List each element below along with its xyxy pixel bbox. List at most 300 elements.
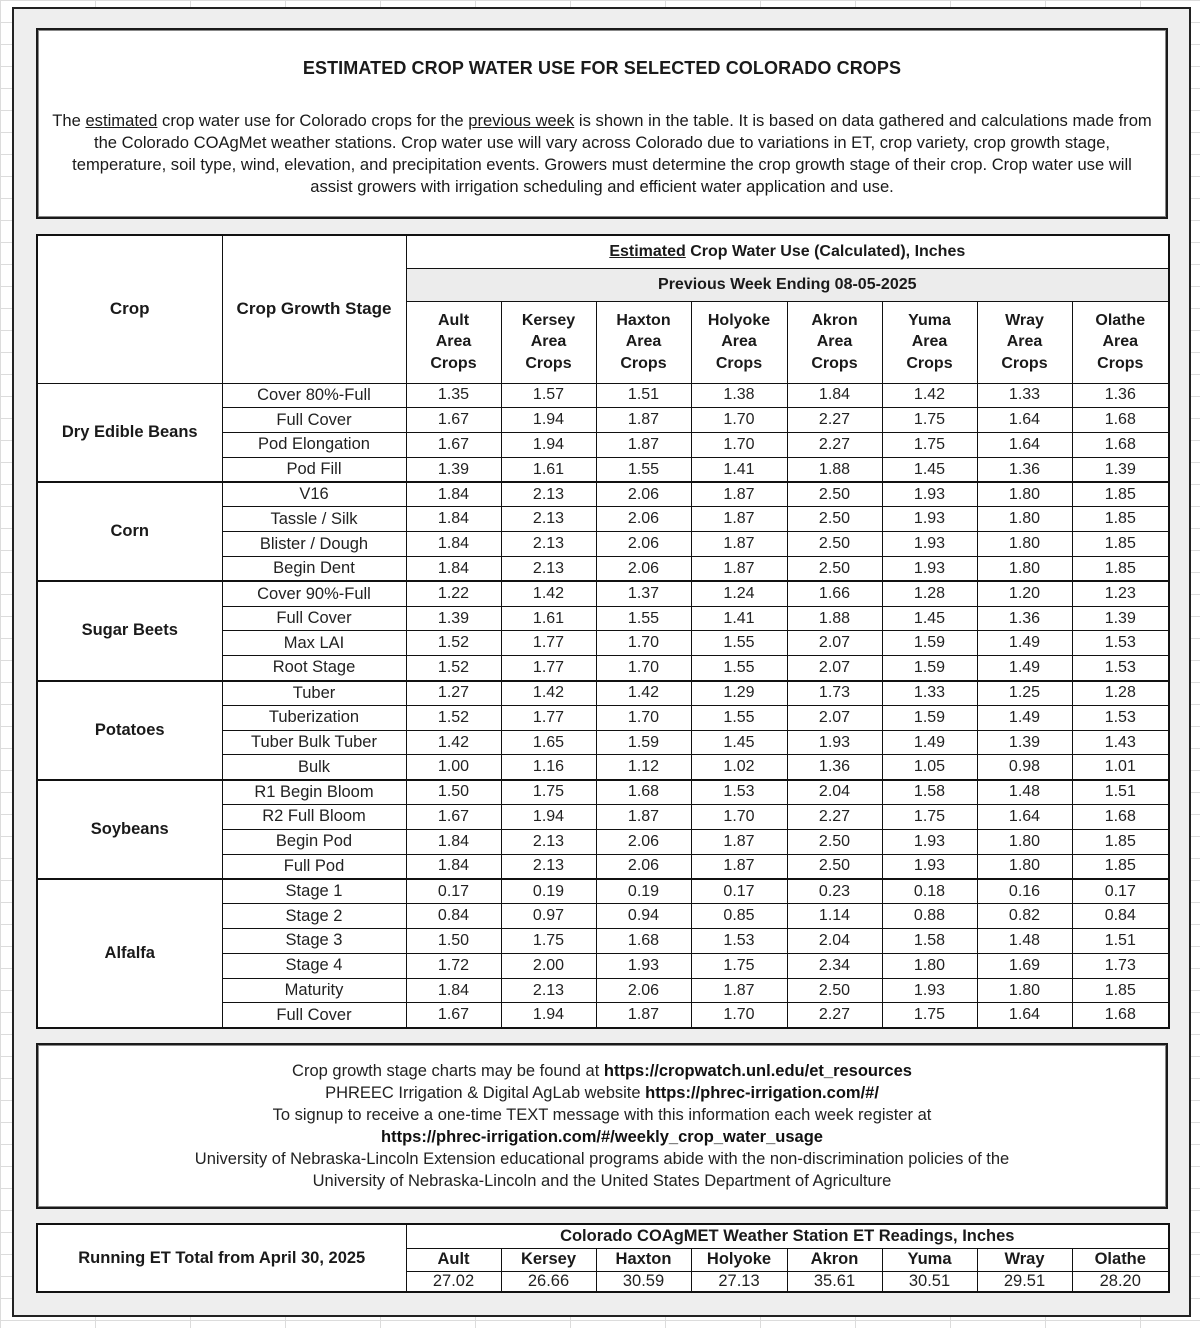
growth-stage-cell: R2 Full Bloom	[222, 805, 406, 830]
station-sub-crops: Crops	[1097, 354, 1144, 372]
water-use-value-cell: 2.27	[787, 408, 882, 433]
water-use-value-cell: 1.20	[977, 581, 1072, 606]
water-use-value-cell: 0.88	[882, 904, 977, 929]
table-row	[37, 581, 1169, 606]
water-use-value-cell: 1.80	[977, 978, 1072, 1003]
header-estimated-water-use	[406, 235, 1169, 268]
water-use-value-cell: 2.50	[787, 532, 882, 557]
station-sub-area: Area	[911, 333, 948, 351]
et-value-cell: 27.13	[691, 1271, 787, 1292]
water-use-value-cell: 1.80	[977, 854, 1072, 879]
growth-stage-cell: Stage 4	[222, 953, 406, 978]
water-use-value-cell: 1.80	[977, 532, 1072, 557]
growth-stage-cell: Tuberization	[222, 705, 406, 730]
water-use-value-cell: 1.53	[691, 929, 787, 954]
water-use-value-cell: 2.06	[596, 829, 691, 854]
water-use-value-cell: 1.53	[1072, 656, 1169, 681]
water-use-value-cell: 1.00	[406, 755, 501, 780]
water-use-value-cell: 1.67	[406, 1003, 501, 1028]
water-use-value-cell: 1.67	[406, 408, 501, 433]
water-use-value-cell: 1.75	[691, 953, 787, 978]
growth-stage-cell: Bulk	[222, 755, 406, 780]
water-use-value-cell: 1.75	[882, 1003, 977, 1028]
water-use-value-cell: 1.39	[1072, 606, 1169, 631]
water-use-value-cell: 2.13	[501, 532, 596, 557]
water-use-value-cell: 1.55	[596, 457, 691, 482]
water-use-value-cell: 0.17	[406, 879, 501, 904]
water-use-value-cell: 2.13	[501, 978, 596, 1003]
water-use-value-cell: 1.43	[1072, 730, 1169, 755]
growth-stage-cell: Pod Elongation	[222, 433, 406, 458]
water-use-value-cell: 0.16	[977, 879, 1072, 904]
intro-underlined-previous-week: previous week	[468, 111, 575, 130]
water-use-value-cell: 1.87	[691, 978, 787, 1003]
header-estimated-rest: Crop Water Use (Calculated), Inches	[685, 242, 966, 260]
water-use-value-cell: 1.87	[596, 805, 691, 830]
et-station-name: Wray	[977, 1248, 1072, 1271]
station-name: Wray	[1005, 311, 1044, 329]
water-use-value-cell: 2.06	[596, 978, 691, 1003]
water-use-value-cell: 0.17	[1072, 879, 1169, 904]
water-use-value-cell: 1.35	[406, 383, 501, 408]
water-use-value-cell: 1.85	[1072, 854, 1169, 879]
station-header-akron	[787, 301, 882, 383]
station-name: Akron	[811, 311, 858, 329]
water-use-value-cell: 1.36	[787, 755, 882, 780]
growth-stage-cell: Full Pod	[222, 854, 406, 879]
station-sub-crops: Crops	[525, 354, 572, 372]
water-use-value-cell: 2.04	[787, 780, 882, 805]
water-use-value-cell: 1.59	[882, 656, 977, 681]
station-sub-crops: Crops	[715, 354, 763, 372]
growth-stage-cell: Begin Pod	[222, 829, 406, 854]
growth-stage-cell: Full Cover	[222, 606, 406, 631]
water-use-value-cell: 1.45	[882, 457, 977, 482]
water-use-value-cell: 1.93	[882, 978, 977, 1003]
water-use-value-cell: 2.50	[787, 507, 882, 532]
phrec-website-link[interactable]: https://phrec-irrigation.com/#/	[645, 1084, 879, 1102]
water-use-value-cell: 1.61	[501, 457, 596, 482]
water-use-value-cell: 1.38	[691, 383, 787, 408]
water-use-value-cell: 1.39	[406, 606, 501, 631]
water-use-value-cell: 1.52	[406, 705, 501, 730]
water-use-value-cell: 0.19	[596, 879, 691, 904]
growth-stage-cell: Tuber Bulk Tuber	[222, 730, 406, 755]
et-station-name: Yuma	[882, 1248, 977, 1271]
water-use-value-cell: 1.25	[977, 681, 1072, 706]
water-use-value-cell: 1.61	[501, 606, 596, 631]
water-use-value-cell: 1.77	[501, 631, 596, 656]
station-sub-area: Area	[435, 333, 472, 351]
water-use-value-cell: 1.77	[501, 656, 596, 681]
water-use-value-cell: 0.17	[691, 879, 787, 904]
station-name: Ault	[437, 311, 470, 329]
et-value-cell: 35.61	[787, 1271, 882, 1292]
water-use-value-cell: 1.75	[882, 805, 977, 830]
water-use-value-cell: 1.22	[406, 581, 501, 606]
station-sub-area: Area	[625, 333, 662, 351]
water-use-value-cell: 1.49	[882, 730, 977, 755]
et-station-name: Ault	[406, 1248, 501, 1271]
table-row	[37, 879, 1169, 904]
water-use-value-cell: 1.28	[1072, 681, 1169, 706]
water-use-value-cell: 1.72	[406, 953, 501, 978]
water-use-value-cell: 1.59	[882, 705, 977, 730]
water-use-value-cell: 1.49	[977, 631, 1072, 656]
station-name: Kersey	[521, 311, 576, 329]
et-station-name: Haxton	[596, 1248, 691, 1271]
station-header-holyoke	[691, 301, 787, 383]
water-use-value-cell: 1.53	[1072, 705, 1169, 730]
table-row	[37, 780, 1169, 805]
et-value-cell: 28.20	[1072, 1271, 1169, 1292]
intro-paragraph	[52, 110, 1152, 198]
water-use-value-cell: 1.36	[977, 457, 1072, 482]
water-use-value-cell: 2.06	[596, 532, 691, 557]
station-header-olathe	[1072, 301, 1169, 383]
water-use-value-cell: 1.45	[882, 606, 977, 631]
water-use-value-cell: 1.39	[977, 730, 1072, 755]
crop-name-cell: Corn	[37, 482, 222, 581]
et-value-cell: 26.66	[501, 1271, 596, 1292]
station-sub-crops: Crops	[430, 354, 477, 372]
water-use-value-cell: 1.59	[882, 631, 977, 656]
water-use-value-cell: 2.50	[787, 557, 882, 582]
crop-water-use-table	[36, 234, 1170, 1029]
water-use-value-cell: 1.48	[977, 780, 1072, 805]
water-use-value-cell: 1.75	[882, 408, 977, 433]
weekly-signup-link[interactable]: https://phrec-irrigation.com/#/weekly_crop_water_usage	[381, 1128, 823, 1146]
water-use-value-cell: 1.85	[1072, 532, 1169, 557]
column-header-crop: Crop	[37, 235, 222, 383]
et-value-cell: 30.59	[596, 1271, 691, 1292]
water-use-value-cell: 1.87	[691, 557, 787, 582]
running-et-table	[36, 1223, 1170, 1293]
station-sub-crops: Crops	[811, 354, 858, 372]
water-use-value-cell: 0.98	[977, 755, 1072, 780]
water-use-value-cell: 1.84	[406, 557, 501, 582]
water-use-value-cell: 1.88	[787, 457, 882, 482]
water-use-value-cell: 1.67	[406, 805, 501, 830]
growth-stage-cell: Max LAI	[222, 631, 406, 656]
growth-stage-cell: R1 Begin Bloom	[222, 780, 406, 805]
water-use-value-cell: 1.53	[1072, 631, 1169, 656]
water-use-value-cell: 2.27	[787, 433, 882, 458]
growth-stage-cell: Maturity	[222, 978, 406, 1003]
water-use-value-cell: 2.50	[787, 482, 882, 507]
water-use-value-cell: 1.36	[1072, 383, 1169, 408]
station-sub-crops: Crops	[620, 354, 667, 372]
water-use-value-cell: 1.93	[882, 532, 977, 557]
running-et-label: Running ET Total from April 30, 2025	[37, 1224, 406, 1292]
crop-table-body	[37, 383, 1169, 1028]
station-name: Haxton	[616, 311, 671, 329]
water-use-value-cell: 1.50	[406, 780, 501, 805]
water-use-value-cell: 1.94	[501, 1003, 596, 1028]
water-use-value-cell: 1.49	[977, 656, 1072, 681]
water-use-value-cell: 1.39	[406, 457, 501, 482]
water-use-value-cell: 2.13	[501, 557, 596, 582]
growth-stage-cell: Begin Dent	[222, 557, 406, 582]
water-use-value-cell: 1.64	[977, 805, 1072, 830]
water-use-value-cell: 2.13	[501, 854, 596, 879]
water-use-value-cell: 2.04	[787, 929, 882, 954]
et-station-name: Olathe	[1072, 1248, 1169, 1271]
water-use-value-cell: 1.84	[406, 482, 501, 507]
header-estimated-underlined: Estimated	[609, 242, 686, 260]
growth-stage-cell: Stage 3	[222, 929, 406, 954]
water-use-value-cell: 1.87	[596, 408, 691, 433]
water-use-value-cell: 1.58	[882, 780, 977, 805]
et-station-name: Kersey	[501, 1248, 596, 1271]
water-use-value-cell: 1.01	[1072, 755, 1169, 780]
water-use-value-cell: 0.97	[501, 904, 596, 929]
water-use-value-cell: 2.13	[501, 482, 596, 507]
water-use-value-cell: 1.58	[882, 929, 977, 954]
station-name: Yuma	[908, 311, 951, 329]
water-use-value-cell: 1.33	[977, 383, 1072, 408]
water-use-value-cell: 1.70	[691, 1003, 787, 1028]
water-use-value-cell: 0.18	[882, 879, 977, 904]
water-use-value-cell: 1.57	[501, 383, 596, 408]
water-use-value-cell: 1.05	[882, 755, 977, 780]
water-use-value-cell: 1.84	[406, 978, 501, 1003]
water-use-value-cell: 1.27	[406, 681, 501, 706]
station-sub-area: Area	[1006, 333, 1043, 351]
water-use-value-cell: 1.85	[1072, 829, 1169, 854]
water-use-value-cell: 1.41	[691, 457, 787, 482]
table-row	[37, 383, 1169, 408]
water-use-value-cell: 2.06	[596, 854, 691, 879]
water-use-value-cell: 1.24	[691, 581, 787, 606]
growth-stage-cell: Tassle / Silk	[222, 507, 406, 532]
water-use-value-cell: 1.02	[691, 755, 787, 780]
water-use-value-cell: 1.87	[596, 1003, 691, 1028]
water-use-value-cell: 1.85	[1072, 978, 1169, 1003]
water-use-value-cell: 2.07	[787, 656, 882, 681]
growth-stage-cell: Stage 2	[222, 904, 406, 929]
footer-line-charts	[38, 1060, 1166, 1082]
intro-text: crop water use for Colorado crops for the	[157, 111, 469, 130]
water-use-value-cell: 1.75	[501, 929, 596, 954]
water-use-value-cell: 1.67	[406, 433, 501, 458]
intro-text: is shown in the table. It is based on data gathered and calculations made from the Colorado COAgMet weather stations. Crop water use will vary across Colorado due to variations in ET, crop variety, crop growth stage, temperature, soil type, wind, elevation, and precipitation events. Growers must determine the crop growth stage of their crop. Crop water use will assist growers with irrigation scheduling and efficient water application and use.	[72, 111, 1152, 196]
water-use-value-cell: 1.48	[977, 929, 1072, 954]
water-use-value-cell: 1.87	[691, 532, 787, 557]
report-title: ESTIMATED CROP WATER USE FOR SELECTED COLORADO CROPS	[302, 58, 902, 78]
water-use-value-cell: 1.42	[882, 383, 977, 408]
water-use-value-cell: 1.68	[1072, 408, 1169, 433]
water-use-value-cell: 0.23	[787, 879, 882, 904]
water-use-value-cell: 1.53	[691, 780, 787, 805]
water-use-value-cell: 1.68	[1072, 1003, 1169, 1028]
station-header-haxton	[596, 301, 691, 383]
water-use-value-cell: 1.87	[691, 854, 787, 879]
water-use-value-cell: 1.80	[977, 557, 1072, 582]
water-use-value-cell: 1.70	[596, 656, 691, 681]
column-header-growth-stage: Crop Growth Stage	[222, 235, 406, 383]
water-use-value-cell: 2.06	[596, 482, 691, 507]
water-use-value-cell: 2.50	[787, 829, 882, 854]
water-use-value-cell: 1.73	[787, 681, 882, 706]
water-use-value-cell: 1.55	[691, 705, 787, 730]
water-use-value-cell: 1.70	[596, 705, 691, 730]
water-use-value-cell: 1.87	[596, 433, 691, 458]
water-use-value-cell: 1.70	[691, 805, 787, 830]
water-use-value-cell: 2.00	[501, 953, 596, 978]
station-name: Olathe	[1095, 311, 1146, 329]
water-use-value-cell: 2.07	[787, 631, 882, 656]
water-use-value-cell: 1.94	[501, 805, 596, 830]
water-use-value-cell: 1.93	[882, 507, 977, 532]
water-use-value-cell: 1.14	[787, 904, 882, 929]
footer-text: Crop growth stage charts may be found at	[292, 1062, 604, 1080]
water-use-value-cell: 1.87	[691, 507, 787, 532]
water-use-value-cell: 1.80	[977, 507, 1072, 532]
growth-stage-cell: Root Stage	[222, 656, 406, 681]
water-use-value-cell: 1.39	[1072, 457, 1169, 482]
station-sub-crops: Crops	[906, 354, 953, 372]
water-use-value-cell: 1.64	[977, 433, 1072, 458]
water-use-value-cell: 0.19	[501, 879, 596, 904]
water-use-value-cell: 1.64	[977, 1003, 1072, 1028]
water-use-value-cell: 1.51	[1072, 780, 1169, 805]
crop-name-cell: Sugar Beets	[37, 581, 222, 680]
growth-stage-cell: Full Cover	[222, 1003, 406, 1028]
water-use-value-cell: 1.68	[596, 929, 691, 954]
water-use-value-cell: 1.50	[406, 929, 501, 954]
water-use-value-cell: 1.52	[406, 631, 501, 656]
station-sub-area: Area	[1102, 333, 1139, 351]
station-sub-area: Area	[530, 333, 567, 351]
water-use-value-cell: 1.70	[596, 631, 691, 656]
table-row	[37, 681, 1169, 706]
water-use-value-cell: 1.94	[501, 433, 596, 458]
water-use-value-cell: 1.80	[977, 829, 1072, 854]
et-value-cell: 30.51	[882, 1271, 977, 1292]
table-row	[37, 482, 1169, 507]
water-use-value-cell: 1.28	[882, 581, 977, 606]
water-use-value-cell: 1.59	[596, 730, 691, 755]
water-use-value-cell: 2.34	[787, 953, 882, 978]
station-sub-crops: Crops	[1001, 354, 1048, 372]
water-use-value-cell: 2.06	[596, 557, 691, 582]
et-value-cell: 29.51	[977, 1271, 1072, 1292]
water-use-value-cell: 2.13	[501, 507, 596, 532]
water-use-value-cell: 1.85	[1072, 482, 1169, 507]
et-station-name: Holyoke	[691, 1248, 787, 1271]
water-use-value-cell: 1.87	[691, 829, 787, 854]
footer-text: PHREEC Irrigation & Digital AgLab website	[325, 1084, 646, 1102]
water-use-value-cell: 2.07	[787, 705, 882, 730]
growth-stage-cell: Full Cover	[222, 408, 406, 433]
water-use-value-cell: 1.84	[406, 829, 501, 854]
growth-stage-cell: V16	[222, 482, 406, 507]
header-previous-week: Previous Week Ending 08-05-2025	[406, 268, 1169, 301]
water-use-value-cell: 1.55	[691, 631, 787, 656]
water-use-value-cell: 1.84	[406, 854, 501, 879]
water-use-value-cell: 2.27	[787, 1003, 882, 1028]
water-use-value-cell: 1.84	[406, 507, 501, 532]
water-use-value-cell: 0.82	[977, 904, 1072, 929]
water-use-value-cell: 1.88	[787, 606, 882, 631]
footer-line-signup: To signup to receive a one-time TEXT message with this information each week register at	[272, 1106, 932, 1124]
footer-line-policy-2: University of Nebraska-Lincoln and the United States Department of Agriculture	[312, 1172, 892, 1190]
water-use-value-cell: 1.51	[1072, 929, 1169, 954]
footer-info-box	[36, 1043, 1168, 1209]
water-use-value-cell: 0.84	[406, 904, 501, 929]
water-use-value-cell: 1.52	[406, 656, 501, 681]
station-sub-area: Area	[721, 333, 757, 351]
et-station-name: Akron	[787, 1248, 882, 1271]
water-use-value-cell: 1.68	[596, 780, 691, 805]
water-use-value-cell: 1.93	[882, 854, 977, 879]
water-use-value-cell: 1.94	[501, 408, 596, 433]
growth-stage-cell: Cover 90%-Full	[222, 581, 406, 606]
et-readings-header: Colorado COAgMET Weather Station ET Readings, Inches	[406, 1224, 1169, 1248]
water-use-value-cell: 1.42	[501, 581, 596, 606]
water-use-value-cell: 1.12	[596, 755, 691, 780]
water-use-value-cell: 1.75	[882, 433, 977, 458]
growth-stage-cell: Stage 1	[222, 879, 406, 904]
station-name: Holyoke	[707, 311, 771, 329]
water-use-value-cell: 1.66	[787, 581, 882, 606]
station-header-yuma	[882, 301, 977, 383]
footer-line-signup-link	[38, 1126, 1166, 1148]
cropwatch-link[interactable]: https://cropwatch.unl.edu/et_resources	[603, 1062, 912, 1080]
water-use-value-cell: 1.36	[977, 606, 1072, 631]
water-use-value-cell: 1.49	[977, 705, 1072, 730]
water-use-value-cell: 1.70	[691, 408, 787, 433]
crop-name-cell: Dry Edible Beans	[37, 383, 222, 482]
water-use-value-cell: 1.37	[596, 581, 691, 606]
station-header-kersey	[501, 301, 596, 383]
station-sub-area: Area	[816, 333, 853, 351]
water-use-value-cell: 1.68	[1072, 433, 1169, 458]
water-use-value-cell: 1.80	[977, 482, 1072, 507]
intro-underlined-estimated: estimated	[85, 111, 158, 130]
water-use-value-cell: 1.42	[596, 681, 691, 706]
water-use-value-cell: 1.42	[406, 730, 501, 755]
water-use-value-cell: 1.68	[1072, 805, 1169, 830]
water-use-value-cell: 1.85	[1072, 507, 1169, 532]
water-use-value-cell: 1.42	[501, 681, 596, 706]
water-use-value-cell: 1.51	[596, 383, 691, 408]
water-use-value-cell: 1.23	[1072, 581, 1169, 606]
water-use-value-cell: 1.33	[882, 681, 977, 706]
station-header-wray	[977, 301, 1072, 383]
growth-stage-cell: Pod Fill	[222, 457, 406, 482]
water-use-value-cell: 0.85	[691, 904, 787, 929]
water-use-value-cell: 1.69	[977, 953, 1072, 978]
water-use-value-cell: 1.84	[787, 383, 882, 408]
footer-line-website	[38, 1082, 1166, 1104]
footer-lines	[38, 1060, 1166, 1192]
water-use-value-cell: 1.75	[501, 780, 596, 805]
growth-stage-cell: Cover 80%-Full	[222, 383, 406, 408]
water-use-value-cell: 0.84	[1072, 904, 1169, 929]
water-use-value-cell: 1.84	[406, 532, 501, 557]
water-use-value-cell: 1.45	[691, 730, 787, 755]
water-use-value-cell: 1.70	[691, 433, 787, 458]
crop-name-cell: Soybeans	[37, 780, 222, 879]
water-use-value-cell: 1.93	[596, 953, 691, 978]
water-use-value-cell: 2.13	[501, 829, 596, 854]
water-use-value-cell: 1.80	[882, 953, 977, 978]
water-use-value-cell: 0.94	[596, 904, 691, 929]
water-use-value-cell: 1.16	[501, 755, 596, 780]
crop-name-cell: Potatoes	[37, 681, 222, 780]
